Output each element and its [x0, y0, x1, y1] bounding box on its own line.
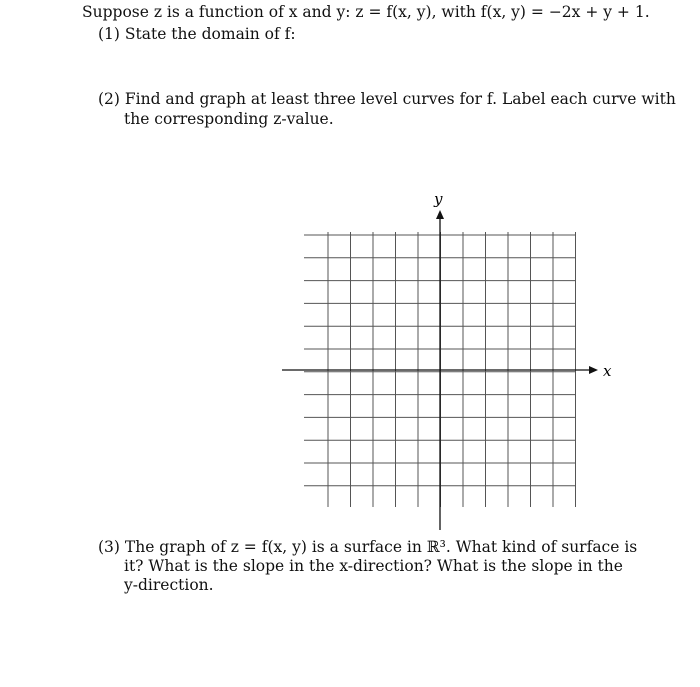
y-axis-arrow [436, 210, 444, 219]
problem-intro: Suppose z is a function of x and y: z = f(x, y), with f(x, y) = −2x + y + 1. [82, 3, 650, 21]
question-2-line-2: the corresponding z-value. [124, 110, 334, 128]
y-axis-label: y [434, 190, 443, 208]
question-2-line-1: (2) Find and graph at least three level curves for f. Label each curve with [98, 90, 676, 108]
x-axis-arrow [589, 366, 598, 374]
question-3-line-3: y-direction. [124, 576, 214, 594]
x-axis-label: x [603, 362, 612, 380]
question-3-line-1: (3) The graph of z = f(x, y) is a surface in ℝ³. What kind of surface is [98, 538, 638, 556]
question-3-line-2: it? What is the slope in the x-direction? What is the slope in the [124, 557, 623, 575]
question-1: (1) State the domain of f: [98, 25, 296, 43]
